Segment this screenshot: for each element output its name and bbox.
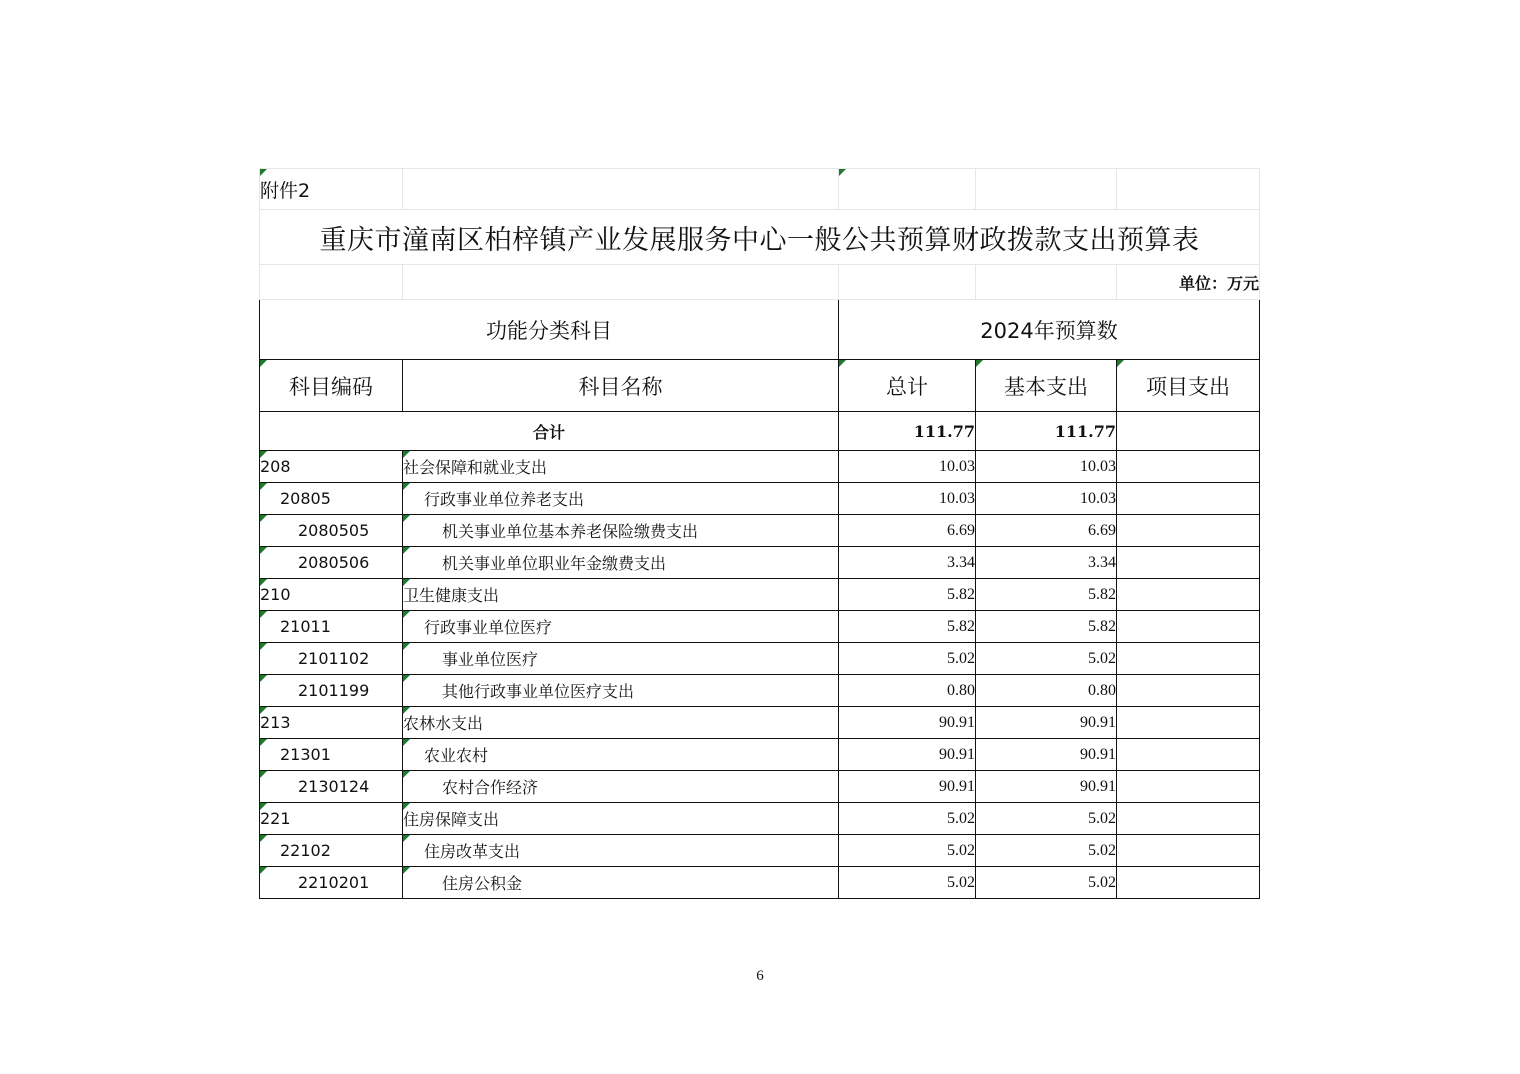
table-row (260, 771, 1260, 803)
row-project (1117, 739, 1260, 771)
row-total: 5.82 (839, 611, 976, 643)
row-name: 社会保障和就业支出 (403, 451, 839, 483)
row-name: 行政事业单位养老支出 (403, 483, 839, 515)
row-name: 事业单位医疗 (403, 643, 839, 675)
header-basic-expenditure: 基本支出 (976, 360, 1117, 412)
row-project (1117, 643, 1260, 675)
row-name: 卫生健康支出 (403, 579, 839, 611)
summary-total: 111.77 (839, 412, 976, 451)
row-basic: 6.69 (976, 515, 1117, 547)
table-row (260, 483, 1260, 515)
row-code: 213 (260, 707, 403, 739)
page-number: 6 (756, 968, 764, 984)
header-total: 总计 (839, 360, 976, 412)
row-name: 其他行政事业单位医疗支出 (403, 675, 839, 707)
row-name: 农村合作经济 (403, 771, 839, 803)
row-basic: 5.82 (976, 611, 1117, 643)
row-name: 机关事业单位基本养老保险缴费支出 (403, 515, 839, 547)
row-name: 农林水支出 (403, 707, 839, 739)
row-name: 行政事业单位医疗 (403, 611, 839, 643)
row-name: 住房改革支出 (403, 835, 839, 867)
header-functional-category: 功能分类科目 (260, 300, 839, 360)
row-total: 90.91 (839, 739, 976, 771)
budget-table (259, 168, 1260, 899)
row-code: 21011 (260, 611, 403, 643)
table-row (260, 611, 1260, 643)
budget-sheet (259, 168, 1259, 899)
row-total: 5.02 (839, 803, 976, 835)
row-code: 21301 (260, 739, 403, 771)
row-code: 2101102 (260, 643, 403, 675)
row-name: 住房公积金 (403, 867, 839, 899)
row-total: 5.02 (839, 867, 976, 899)
row-code: 2080505 (260, 515, 403, 547)
table-title: 重庆市潼南区柏梓镇产业发展服务中心一般公共预算财政拨款支出预算表 (260, 210, 1260, 265)
row-total: 5.02 (839, 643, 976, 675)
table-row (260, 739, 1260, 771)
header-project-expenditure: 项目支出 (1117, 360, 1260, 412)
row-code: 2101199 (260, 675, 403, 707)
row-total: 6.69 (839, 515, 976, 547)
row-total: 3.34 (839, 547, 976, 579)
row-project (1117, 611, 1260, 643)
row-code: 22102 (260, 835, 403, 867)
row-basic: 5.82 (976, 579, 1117, 611)
row-basic: 3.34 (976, 547, 1117, 579)
row-code: 210 (260, 579, 403, 611)
row-total: 90.91 (839, 771, 976, 803)
row-project (1117, 675, 1260, 707)
row-basic: 0.80 (976, 675, 1117, 707)
row-basic: 90.91 (976, 707, 1117, 739)
summary-project (1117, 412, 1260, 451)
table-row (260, 867, 1260, 899)
table-row (260, 803, 1260, 835)
row-project (1117, 483, 1260, 515)
header-budget-year: 2024年预算数 (839, 300, 1260, 360)
table-row (260, 547, 1260, 579)
row-code: 2210201 (260, 867, 403, 899)
summary-row (260, 412, 1260, 451)
row-code: 208 (260, 451, 403, 483)
row-total: 90.91 (839, 707, 976, 739)
row-project (1117, 451, 1260, 483)
row-total: 10.03 (839, 451, 976, 483)
row-basic: 5.02 (976, 835, 1117, 867)
summary-basic: 111.77 (976, 412, 1117, 451)
row-code: 2130124 (260, 771, 403, 803)
header-subject-name: 科目名称 (403, 360, 839, 412)
row-project (1117, 547, 1260, 579)
row-basic: 90.91 (976, 739, 1117, 771)
row-total: 0.80 (839, 675, 976, 707)
row-project (1117, 803, 1260, 835)
table-row (260, 579, 1260, 611)
row-code: 2080506 (260, 547, 403, 579)
annex-label: 附件2 (260, 169, 403, 210)
row-total: 5.82 (839, 579, 976, 611)
table-row (260, 675, 1260, 707)
table-row (260, 643, 1260, 675)
row-basic: 5.02 (976, 643, 1117, 675)
table-row (260, 707, 1260, 739)
row-code: 221 (260, 803, 403, 835)
row-name: 机关事业单位职业年金缴费支出 (403, 547, 839, 579)
row-basic: 5.02 (976, 803, 1117, 835)
table-row (260, 835, 1260, 867)
row-total: 5.02 (839, 835, 976, 867)
table-row (260, 515, 1260, 547)
row-name: 住房保障支出 (403, 803, 839, 835)
row-name: 农业农村 (403, 739, 839, 771)
row-basic: 5.02 (976, 867, 1117, 899)
row-project (1117, 515, 1260, 547)
row-total: 10.03 (839, 483, 976, 515)
row-project (1117, 579, 1260, 611)
row-basic: 10.03 (976, 451, 1117, 483)
row-basic: 90.91 (976, 771, 1117, 803)
row-project (1117, 707, 1260, 739)
row-project (1117, 835, 1260, 867)
row-project (1117, 771, 1260, 803)
row-basic: 10.03 (976, 483, 1117, 515)
unit-label: 单位：万元 (1117, 265, 1260, 300)
summary-label: 合计 (260, 412, 839, 451)
table-row (260, 451, 1260, 483)
row-code: 20805 (260, 483, 403, 515)
row-project (1117, 867, 1260, 899)
header-subject-code: 科目编码 (260, 360, 403, 412)
